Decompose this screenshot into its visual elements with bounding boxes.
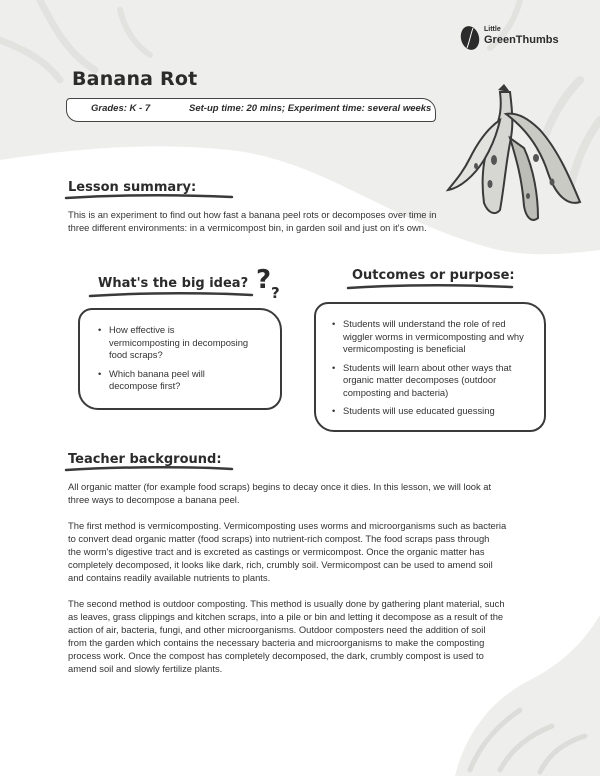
teacher-background-heading: Teacher background: — [68, 452, 222, 467]
lesson-summary-heading: Lesson summary: — [68, 180, 197, 195]
list-item: • Students will use educated guessing — [330, 405, 542, 418]
big-idea-heading: What's the big idea? — [98, 276, 249, 291]
paragraph: The first method is vermicomposting. Vermicomposting uses worms and microorganisms such as bacteria to convert dead organic matter (food scraps) into nutrient-rich compost. The food scraps pass through the worm's digestive tract and is excreted as castings or vermicompost. Once the organic matter has completely decomposed, it looks like dark, rich, crumbly soil. Vermicompost can be used to amend soil and contains readily available nutrients to plants. — [68, 520, 507, 583]
outcomes-heading: Outcomes or purpose: — [352, 268, 515, 283]
timing-label: Set-up time: 20 mins; Experiment time: several weeks — [189, 103, 432, 114]
paragraph: The second method is outdoor composting. This method is usually done by gathering plant material, such as leaves, grass clippings and kitchen scraps, into a pile or bin and letting it decompose as a result of the action of air, bacteria, fungi, and other microorganisms. Outdoor composters need the addition of soil from the garden which contains the necessary bacteria and microorganisms to make the composting process work. Once the compost has completely decomposed, the dark, crumbly compost is used to amend soil and slowly fertilize plants. — [68, 598, 505, 674]
question-marks-icon — [254, 262, 286, 302]
list-item: • Students will learn about other ways that organic matter decomposes (outdoor composting and bacteria) — [330, 362, 542, 400]
list-item: • Students will understand the role of red wiggler worms in vermicomposting and why vermicomposting is beneficial — [330, 318, 542, 356]
grades-label: Grades: K - 7 — [91, 103, 151, 114]
list-item: • Which banana peel will decompose first? — [96, 368, 276, 393]
paragraph: All organic matter (for example food scraps) begins to decay once it dies. In this lesson, we will look at three ways to decompose a banana peel. — [68, 481, 492, 505]
list-item: • How effective is vermicomposting in decomposing food scraps? — [96, 324, 276, 362]
svg-text:?: ? — [256, 265, 272, 295]
page-title: Banana Rot — [72, 68, 198, 90]
info-bar — [66, 98, 436, 122]
logo-brand-text: GreenThumbs — [484, 34, 559, 46]
leaf-logo-icon — [458, 24, 482, 52]
outcomes-box — [314, 302, 546, 432]
lesson-summary-line: three different environments: in a vermicompost bin, in garden soil and just on it's own. — [68, 222, 427, 233]
banana-peel-icon — [440, 78, 590, 228]
lesson-summary-line: This is an experiment to find out how fast a banana peel rots or decomposes over time in — [68, 209, 437, 220]
svg-text:?: ? — [271, 284, 280, 302]
teacher-background-text — [68, 480, 548, 675]
lesson-summary-text — [68, 208, 538, 234]
logo-small-text: Little — [484, 26, 501, 33]
big-idea-box — [78, 308, 282, 410]
